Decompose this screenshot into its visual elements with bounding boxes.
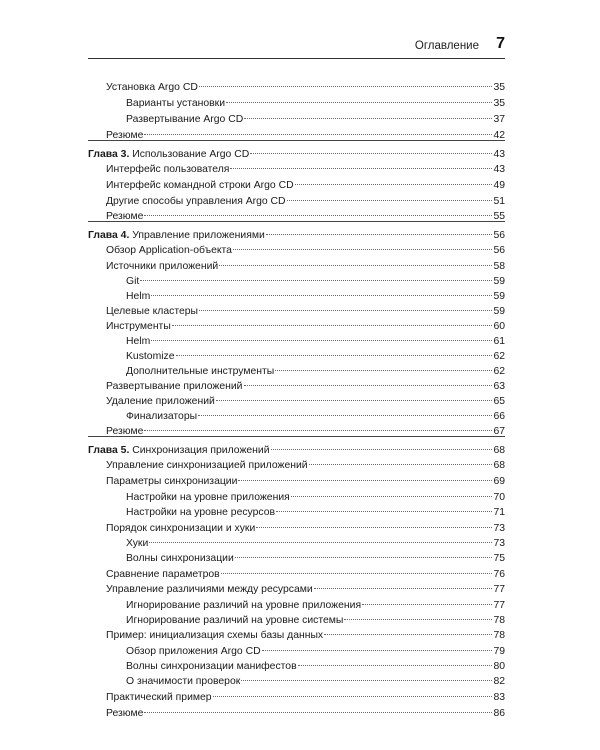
- toc-page-number: 78: [493, 615, 505, 626]
- toc-entry-label: [126, 659, 297, 675]
- toc-entry-title: Интерфейс пользователя: [106, 164, 230, 175]
- dot-leader: [213, 696, 493, 697]
- toc-chapter-entry[interactable]: [88, 147, 505, 163]
- toc-page-number: 43: [493, 164, 505, 175]
- toc-entry-label: [126, 334, 150, 350]
- toc-page-number: 68: [493, 460, 505, 471]
- dot-leader: [144, 215, 492, 216]
- toc-entry[interactable]: [126, 613, 505, 629]
- toc-entry-label: [106, 567, 220, 583]
- dot-leader: [219, 265, 492, 266]
- toc-entry-label: [106, 243, 232, 259]
- toc-page-number: 56: [493, 245, 505, 256]
- toc-entry-label: [106, 259, 218, 275]
- toc-entry-title: Развертывание приложений: [106, 381, 243, 392]
- toc-entry[interactable]: [106, 194, 505, 210]
- page-header: [88, 36, 505, 60]
- toc-entry[interactable]: [106, 582, 505, 598]
- toc-entry-title: Управление синхронизацией приложений: [106, 460, 308, 471]
- toc-entry-title: Управление приложениями: [132, 230, 265, 241]
- dot-leader: [266, 234, 493, 235]
- toc-entry-title: Волны синхронизации: [126, 553, 234, 564]
- toc-entry-title: Инструменты: [106, 321, 171, 332]
- dot-leader: [235, 557, 493, 558]
- toc-page-number: 78: [493, 630, 505, 641]
- toc-entry[interactable]: [126, 349, 505, 365]
- toc-entry[interactable]: [106, 209, 505, 225]
- toc-entry[interactable]: [126, 96, 505, 112]
- dot-leader: [291, 496, 493, 497]
- dot-leader: [230, 168, 492, 169]
- toc-entry[interactable]: [106, 521, 505, 537]
- toc-entry-label: [106, 690, 212, 706]
- dot-leader: [362, 604, 492, 605]
- toc-page-number: 75: [493, 553, 505, 564]
- toc-entry-title: Игнорирование различий на уровне системы: [126, 615, 344, 626]
- toc-entry-title: Обзор приложения Argo CD: [126, 646, 261, 657]
- toc-entry-label: [126, 644, 261, 660]
- dot-leader: [144, 712, 492, 713]
- toc-page-number: 61: [493, 336, 505, 347]
- toc-entry[interactable]: [106, 259, 505, 275]
- toc-page-number: 58: [493, 261, 505, 272]
- toc-entry-label: [126, 112, 243, 128]
- toc-page-number: 80: [493, 661, 505, 672]
- toc-entry-label: [106, 706, 143, 722]
- toc-entry[interactable]: [126, 289, 505, 305]
- toc-entry[interactable]: [126, 409, 505, 425]
- toc-page-number: 37: [493, 114, 505, 125]
- toc-entry[interactable]: [126, 644, 505, 660]
- chapter-number: Глава 5.: [88, 445, 130, 456]
- toc-entry-label: [126, 274, 139, 290]
- toc-entry[interactable]: [126, 490, 505, 506]
- page-number: 7: [496, 35, 505, 52]
- toc-entry-title: Удаление приложений: [106, 396, 215, 407]
- dot-leader: [276, 511, 492, 512]
- toc-entry-label: [88, 443, 270, 459]
- toc-entry[interactable]: [106, 379, 505, 395]
- toc-page-number: 59: [493, 291, 505, 302]
- toc-entry[interactable]: [106, 567, 505, 583]
- toc-entry-title: Дополнительные инструменты: [126, 366, 275, 377]
- toc-entry-label: [126, 551, 234, 567]
- toc-entry-title: Развертывание Argo CD: [126, 114, 244, 125]
- toc-page-number: 60: [493, 321, 505, 332]
- dot-leader: [271, 449, 493, 450]
- toc-page-number: 76: [493, 569, 505, 580]
- toc-page-number: 35: [493, 98, 505, 109]
- toc-entry-title: Пример: инициализация схемы базы данных: [106, 630, 324, 641]
- toc-entry[interactable]: [126, 334, 505, 350]
- dot-leader: [151, 340, 492, 341]
- toc-entry[interactable]: [106, 304, 505, 320]
- toc-page-number: 66: [493, 411, 505, 422]
- toc-entry-title: Целевые кластеры: [106, 306, 198, 317]
- toc-entry-title: Helm: [126, 291, 151, 302]
- toc-entry[interactable]: [106, 162, 505, 178]
- toc-page-number: 51: [493, 196, 505, 207]
- dot-leader: [295, 184, 493, 185]
- toc-page-number: 49: [493, 180, 505, 191]
- toc-entry[interactable]: [106, 424, 505, 440]
- toc-entry-label: [106, 628, 323, 644]
- toc-entry[interactable]: [126, 598, 505, 614]
- toc-page-number: 55: [493, 211, 505, 222]
- toc-entry-title: Git: [126, 276, 140, 287]
- toc-entry-label: [126, 490, 290, 506]
- toc-entry[interactable]: [106, 628, 505, 644]
- toc-entry-title: Интерфейс командной строки Argo CD: [106, 180, 294, 191]
- dot-leader: [172, 325, 493, 326]
- toc-entry-title: Резюме: [106, 426, 144, 437]
- toc-entry[interactable]: [106, 128, 505, 144]
- dot-leader: [244, 118, 492, 119]
- toc-entry-label: [126, 409, 197, 425]
- header-rule: [88, 58, 505, 59]
- toc-chapter-entry[interactable]: [88, 443, 505, 459]
- toc-entry-label: [106, 458, 308, 474]
- toc-chapter-entry[interactable]: [88, 228, 505, 244]
- toc-entry[interactable]: [106, 394, 505, 410]
- dot-leader: [324, 634, 492, 635]
- toc-entry[interactable]: [126, 674, 505, 690]
- toc-entry-title: Финализаторы: [126, 411, 198, 422]
- toc-page-number: 62: [493, 366, 505, 377]
- toc-entry[interactable]: [126, 112, 505, 128]
- toc-entry-title: Обзор Application-объекта: [106, 245, 232, 256]
- toc-page-number: 79: [493, 646, 505, 657]
- toc-page-number: 62: [493, 351, 505, 362]
- toc-entry-title: Порядок синхронизации и хуки: [106, 523, 256, 534]
- toc-entry-label: [126, 96, 225, 112]
- toc-entry-title: Практический пример: [106, 692, 212, 703]
- toc-page-number: 77: [493, 600, 505, 611]
- toc-entry-label: [106, 209, 143, 225]
- dot-leader: [216, 400, 493, 401]
- toc-entry[interactable]: [106, 706, 505, 722]
- dot-leader: [244, 385, 493, 386]
- dot-leader: [250, 153, 492, 154]
- dot-leader: [314, 588, 493, 589]
- dot-leader: [199, 310, 492, 311]
- chapter-number: Глава 3.: [88, 149, 130, 160]
- toc-entry-label: [126, 349, 175, 365]
- toc-entry-title: Kustomize: [126, 351, 175, 362]
- toc-page-number: 83: [493, 692, 505, 703]
- toc-entry[interactable]: [106, 458, 505, 474]
- toc-entry[interactable]: [106, 319, 505, 335]
- toc-entry[interactable]: [106, 243, 505, 259]
- dot-leader: [344, 619, 492, 620]
- toc-page-number: 43: [493, 149, 505, 160]
- toc-entry-label: [106, 474, 237, 490]
- dot-leader: [140, 280, 492, 281]
- dot-leader: [275, 370, 492, 371]
- toc-page-number: 82: [493, 676, 505, 687]
- toc-entry-title: Хуки: [126, 538, 149, 549]
- toc-page-number: 35: [493, 82, 505, 93]
- toc-entry[interactable]: [126, 551, 505, 567]
- toc-entry-title: Установка Argo CD: [106, 82, 198, 93]
- dot-leader: [176, 355, 493, 356]
- toc-entry-title: Настройки на уровне приложения: [126, 492, 290, 503]
- toc-page-number: 63: [493, 381, 505, 392]
- toc-page-number: 77: [493, 584, 505, 595]
- toc-page-number: 73: [493, 538, 505, 549]
- toc-entry-label: [106, 194, 286, 210]
- dot-leader: [309, 464, 493, 465]
- dot-leader: [151, 295, 492, 296]
- toc-entry[interactable]: [126, 364, 505, 380]
- toc-entry-label: [106, 521, 255, 537]
- dot-leader: [226, 102, 492, 103]
- toc-entry-label: [106, 319, 171, 335]
- toc-entry-title: Управление различиями между ресурсами: [106, 584, 313, 595]
- dot-leader: [256, 527, 492, 528]
- dot-leader: [233, 249, 493, 250]
- toc-entry-label: [88, 147, 249, 163]
- toc-entry-label: [126, 613, 343, 629]
- toc-entry-label: [106, 379, 243, 395]
- toc-page-number: 65: [493, 396, 505, 407]
- toc-entry-title: Helm: [126, 336, 151, 347]
- toc-entry-title: Резюме: [106, 708, 144, 719]
- dot-leader: [221, 573, 493, 574]
- chapter-number: Глава 4.: [88, 230, 130, 241]
- toc-entry-title: Другие способы управления Argo CD: [106, 196, 286, 207]
- toc-entry-title: Использование Argo CD: [132, 149, 250, 160]
- toc-entry-label: [126, 598, 361, 614]
- toc-page-number: 70: [493, 492, 505, 503]
- toc-entry-title: Волны синхронизации манифестов: [126, 661, 297, 672]
- running-head-title: Оглавление: [414, 40, 479, 52]
- toc-page-number: 69: [493, 476, 505, 487]
- dot-leader: [198, 415, 492, 416]
- toc-entry-label: [106, 424, 143, 440]
- toc-entry[interactable]: [106, 178, 505, 194]
- toc-entry-title: Резюме: [106, 130, 144, 141]
- toc-entry-label: [126, 289, 150, 305]
- dot-leader: [287, 200, 493, 201]
- dot-leader: [238, 480, 492, 481]
- dot-leader: [144, 430, 492, 431]
- toc-entry-label: [126, 674, 240, 690]
- toc-page-number: 59: [493, 306, 505, 317]
- toc-entry-label: [126, 364, 274, 380]
- toc-entry-label: [106, 178, 294, 194]
- dot-leader: [241, 680, 492, 681]
- toc-entry-label: [106, 80, 198, 96]
- dot-leader: [149, 542, 492, 543]
- dot-leader: [298, 665, 493, 666]
- toc-entry-label: [106, 394, 215, 410]
- toc-entry-label: [88, 228, 265, 244]
- toc-entry-title: Параметры синхронизации: [106, 476, 238, 487]
- toc-entry-title: Резюме: [106, 211, 144, 222]
- toc-entry-title: Синхронизация приложений: [132, 445, 270, 456]
- toc-entry-label: [126, 536, 148, 552]
- toc-entry-title: Игнорирование различий на уровне приложения: [126, 600, 362, 611]
- dot-leader: [144, 134, 492, 135]
- toc-entry-label: [126, 505, 275, 521]
- toc-entry-title: Настройки на уровне ресурсов: [126, 507, 276, 518]
- dot-leader: [262, 650, 493, 651]
- toc-entry[interactable]: [126, 536, 505, 552]
- toc-page-number: 42: [493, 130, 505, 141]
- toc-entry[interactable]: [106, 80, 505, 96]
- toc-entry-title: Сравнение параметров: [106, 569, 220, 580]
- toc-page-number: 67: [493, 426, 505, 437]
- toc-entry-title: Варианты установки: [126, 98, 226, 109]
- toc-page-number: 68: [493, 445, 505, 456]
- toc-entry-label: [106, 582, 313, 598]
- toc-page-number: 73: [493, 523, 505, 534]
- toc-entry[interactable]: [126, 505, 505, 521]
- toc-entry-title: О значимости проверок: [126, 676, 241, 687]
- toc-entry[interactable]: [126, 274, 505, 290]
- toc-entry[interactable]: [126, 659, 505, 675]
- toc-entry-label: [106, 162, 229, 178]
- toc-page-number: 71: [493, 507, 505, 518]
- dot-leader: [199, 86, 493, 87]
- toc-entry-label: [106, 304, 198, 320]
- toc-entry-title: Источники приложений: [106, 261, 219, 272]
- toc-entry[interactable]: [106, 474, 505, 490]
- toc-page-number: 56: [493, 230, 505, 241]
- toc-page-number: 86: [493, 708, 505, 719]
- toc-entry[interactable]: [106, 690, 505, 706]
- toc-page-number: 59: [493, 276, 505, 287]
- toc-entry-label: [106, 128, 143, 144]
